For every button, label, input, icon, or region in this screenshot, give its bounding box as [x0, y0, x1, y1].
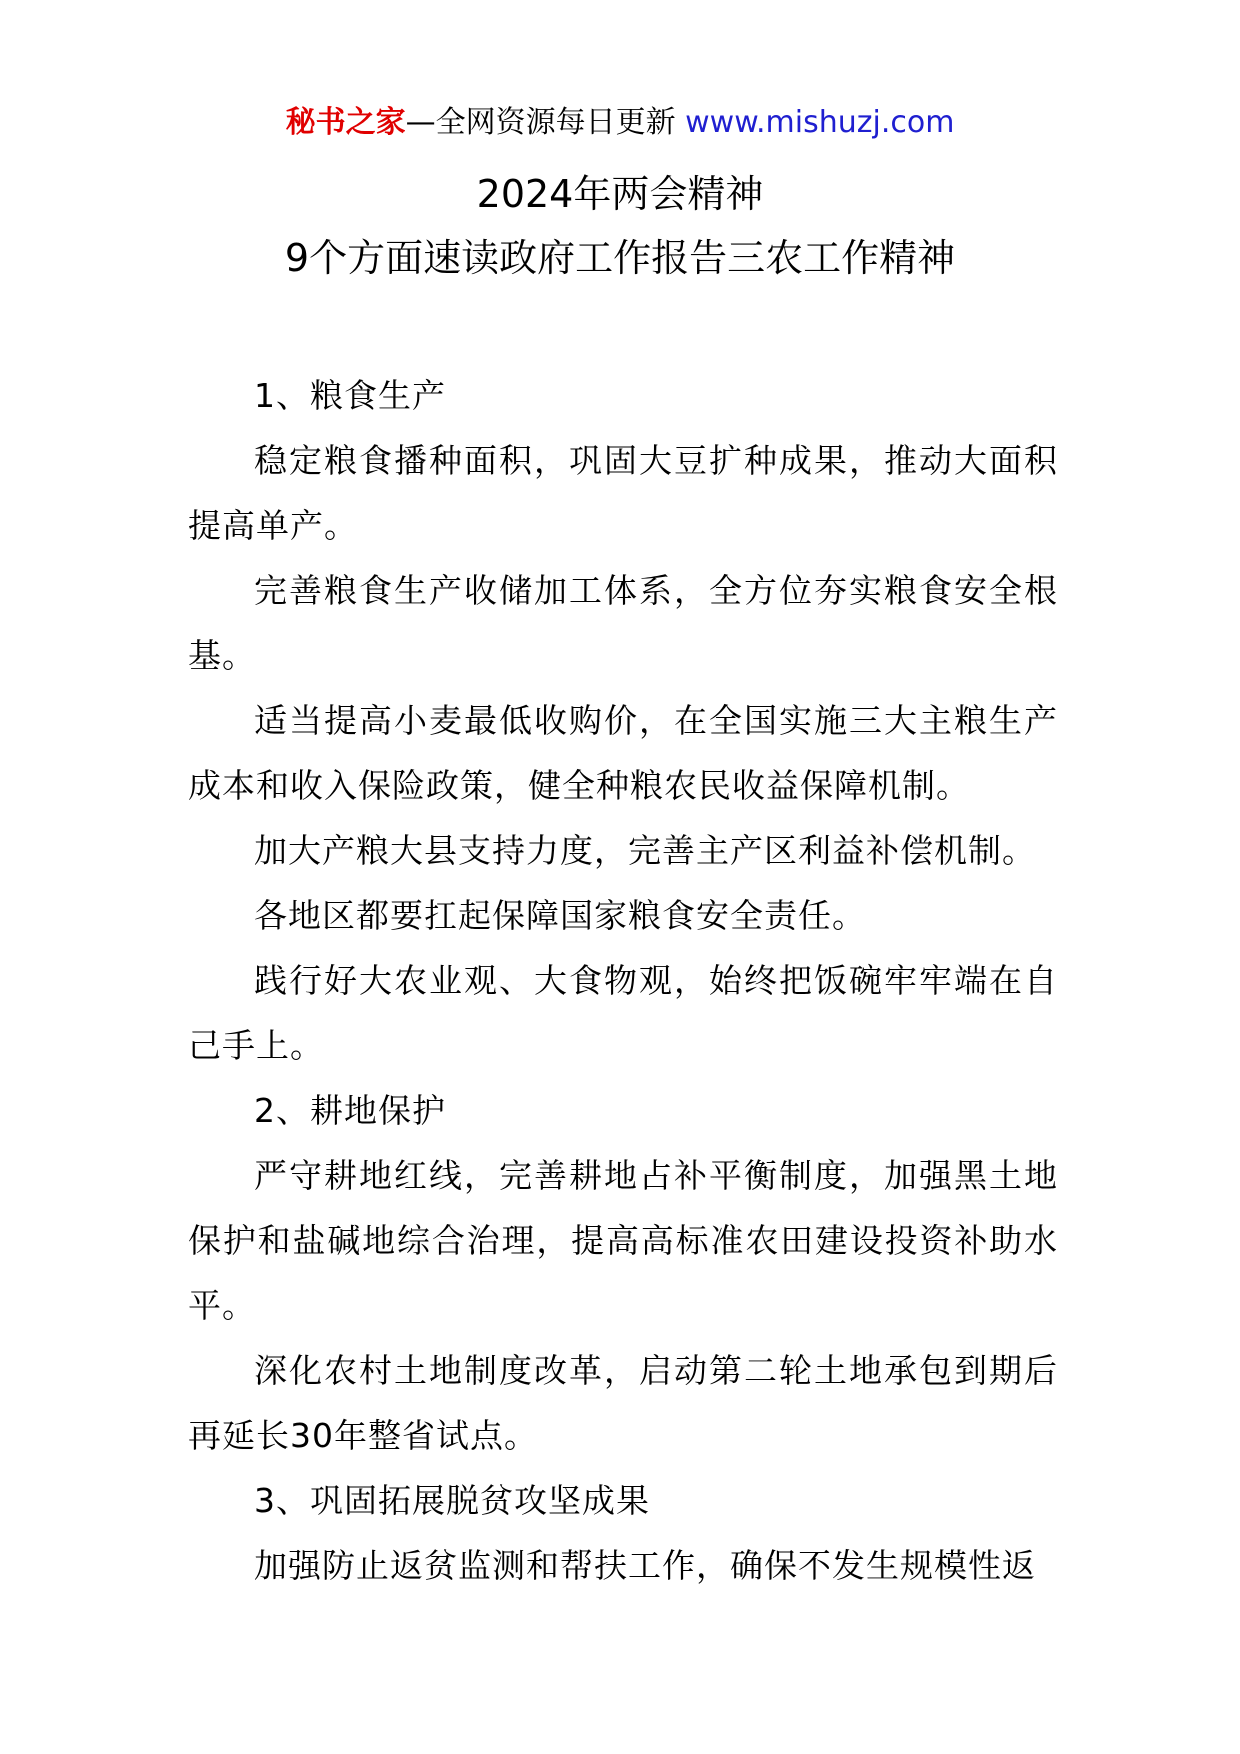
body-paragraph: 深化农村土地制度改革，启动第二轮土地承包到期后再延长30年整省试点。 — [188, 1351, 1058, 1455]
section-heading-farmland-protection: 2、耕地保护 — [254, 1091, 446, 1130]
body-paragraph: 各地区都要扛起保障国家粮食安全责任。 — [254, 896, 866, 935]
brand-name: 秘书之家 — [285, 105, 406, 140]
body-paragraph: 稳定粮食播种面积，巩固大豆扩种成果，推动大面积提高单产。 — [188, 441, 1058, 545]
body-paragraph: 加强防止返贫监测和帮扶工作，确保不发生规模性返 — [254, 1546, 1036, 1585]
section-heading-poverty-alleviation: 3、巩固拓展脱贫攻坚成果 — [254, 1481, 650, 1520]
body-paragraph: 完善粮食生产收储加工体系，全方位夯实粮食安全根基。 — [188, 571, 1058, 675]
header-tagline: —全网资源每日更新 — [405, 105, 676, 140]
site-header — [0, 100, 1240, 146]
document-title-line-1: 2024年两会精神 — [476, 172, 764, 216]
body-paragraph: 践行好大农业观、大食物观，始终把饭碗牢牢端在自己手上。 — [188, 961, 1058, 1065]
body-paragraph: 加大产粮大县支持力度，完善主产区利益补偿机制。 — [254, 831, 1036, 870]
document-body — [188, 363, 1058, 1598]
document-title-line-2: 9个方面速读政府工作报告三农工作精神 — [284, 236, 956, 280]
section-heading-grain-production: 1、粮食生产 — [254, 376, 446, 415]
body-paragraph: 严守耕地红线，完善耕地占补平衡制度，加强黑土地保护和盐碱地综合治理，提高高标准农田建设投资补助水平。 — [188, 1156, 1058, 1325]
site-url-link[interactable]: www.mishuzj.com — [685, 105, 955, 140]
body-paragraph: 适当提高小麦最低收购价，在全国实施三大主粮生产成本和收入保险政策，健全种粮农民收益保障机制。 — [188, 701, 1058, 805]
